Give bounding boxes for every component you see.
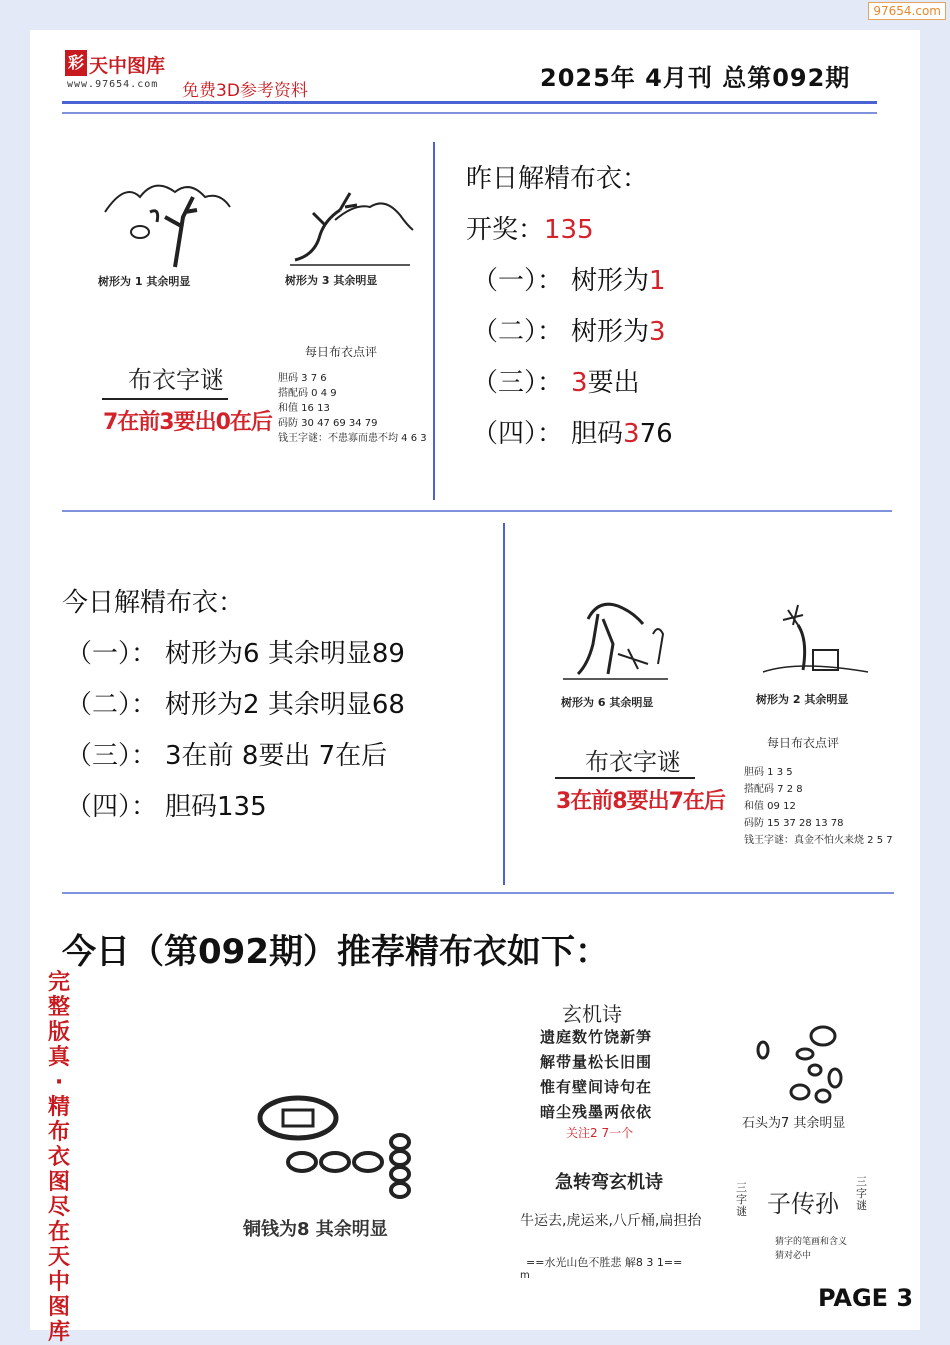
page-number: PAGE 3 — [818, 1284, 914, 1312]
comment-list — [278, 371, 427, 446]
logo-url: www.97654.com — [67, 79, 159, 90]
logo-name: 天中图库 — [89, 55, 166, 77]
header-rule-thin — [62, 112, 877, 114]
today-item: （四）： 胆码135 — [66, 792, 267, 822]
comment-title: 每日布衣点评 — [767, 736, 840, 750]
poem-line: 暗尘残墨两依依 — [540, 1103, 653, 1121]
comment-line: 钱王字谜：真金不怕火来烧 2 5 7 — [744, 835, 893, 846]
item-num: （一）： — [472, 266, 564, 296]
header-rule — [62, 101, 877, 104]
yesterday-title: 昨日解精布衣： — [466, 164, 649, 194]
turn-title: 急转弯玄机诗 — [555, 1172, 663, 1193]
divider-vertical-middle — [503, 523, 505, 885]
recommend-title: 今日（第092期）推荐精布衣如下： — [62, 932, 609, 972]
turn-line: 牛运去,虎运来,八斤桶,扁担抬 — [520, 1213, 702, 1229]
zi-side-left: 三字谜 — [736, 1181, 747, 1218]
stone-drawing — [745, 1020, 855, 1110]
riddle-title: 布衣字谜 — [585, 748, 681, 776]
item-num: （三）： — [472, 368, 564, 398]
riddle-underline — [102, 398, 228, 400]
tree2-drawing — [285, 185, 415, 270]
divider-vertical-top — [433, 142, 435, 500]
riddle-title: 布衣字谜 — [128, 366, 224, 394]
poem-line: 遗庭数竹饶新笋 — [540, 1028, 653, 1046]
tree2-caption: 树形为 3 其余明显 — [285, 274, 378, 287]
today-item: （一）： 树形为6 其余明显89 — [66, 639, 405, 669]
comment-line: 钱王字谜：不患寡而患不均 4 6 3 — [278, 433, 427, 444]
yesterday-item: （二）： 树形为3 — [472, 317, 666, 347]
tree6-drawing — [558, 594, 678, 689]
comment-line: 胆码 1 3 5 — [744, 767, 793, 778]
yesterday-item: （三）： 3要出 — [472, 368, 640, 398]
today-item: （三）： 3在前 8要出 7在后 — [66, 741, 388, 771]
yesterday-item: （一）： 树形为1 — [472, 266, 666, 296]
comment-line: 和值 16 13 — [278, 403, 330, 414]
zi-side-right: 三字谜 — [856, 1175, 867, 1212]
tree1-drawing — [95, 172, 235, 272]
zi-main: 子传孙 — [767, 1190, 839, 1218]
coin-caption: 铜钱为8 其余明显 — [243, 1219, 388, 1240]
poem-line: 解带量松长旧围 — [540, 1053, 653, 1071]
tree2b-drawing — [758, 600, 873, 685]
turn-sub: ==水光山色不胜悲 解8 3 1== — [526, 1256, 683, 1269]
comment-line: 和值 09 12 — [744, 801, 796, 812]
today-title: 今日解精布衣： — [62, 588, 245, 618]
comment-list — [744, 764, 893, 849]
tree2b-caption: 树形为 2 其余明显 — [756, 693, 849, 706]
item-num: （二）： — [472, 317, 564, 347]
draw-label: 开奖： — [466, 215, 545, 245]
poem-title: 玄机诗 — [562, 1002, 622, 1026]
riddle-answer: 7在前3要出0在后 — [103, 410, 272, 435]
side-slogan: 完整版真·精布衣图尽在天中图库 — [47, 970, 70, 1345]
logo-subtitle: 免费3D参考资料 — [182, 81, 308, 101]
tree1-caption: 树形为 1 其余明显 — [98, 275, 191, 288]
yesterday-item: （四）： 胆码376 — [472, 419, 673, 449]
riddle-underline — [555, 777, 695, 779]
comment-line: 搭配码 0 4 9 — [278, 388, 337, 399]
poem-note: 关注2 7一个 — [566, 1126, 634, 1140]
riddle-answer: 3在前8要出7在后 — [556, 789, 725, 814]
item-num: （四）： — [472, 419, 564, 449]
comment-line: 搭配码 7 2 8 — [744, 784, 803, 795]
today-item: （二）： 树形为2 其余明显68 — [66, 690, 405, 720]
site-watermark[interactable]: 97654.com — [868, 2, 946, 20]
draw-value: 135 — [544, 215, 594, 245]
divider-horizontal-1 — [62, 510, 892, 512]
issue-title: 2025年 4月刊 总第092期 — [540, 64, 851, 92]
tree6-caption: 树形为 6 其余明显 — [561, 696, 654, 709]
logo-mark: 彩 — [65, 50, 87, 76]
comment-line: 码防 15 37 28 13 78 — [744, 818, 844, 829]
zi-note-1: 猜字的笔画和含义 — [775, 1237, 848, 1247]
comment-title: 每日布衣点评 — [305, 345, 378, 359]
turn-sub-2: m — [520, 1270, 530, 1281]
draw-result — [466, 209, 594, 246]
divider-horizontal-2 — [62, 892, 894, 894]
comment-line: 胆码 3 7 6 — [278, 373, 327, 384]
comment-line: 码防 30 47 69 34 79 — [278, 418, 378, 429]
poem-line: 惟有壁间诗句在 — [540, 1078, 653, 1096]
stone-caption: 石头为7 其余明显 — [742, 1116, 846, 1131]
poem-lines — [540, 1025, 652, 1125]
zi-note-2: 猜对必中 — [775, 1251, 812, 1261]
coin-drawing — [250, 1090, 420, 1210]
